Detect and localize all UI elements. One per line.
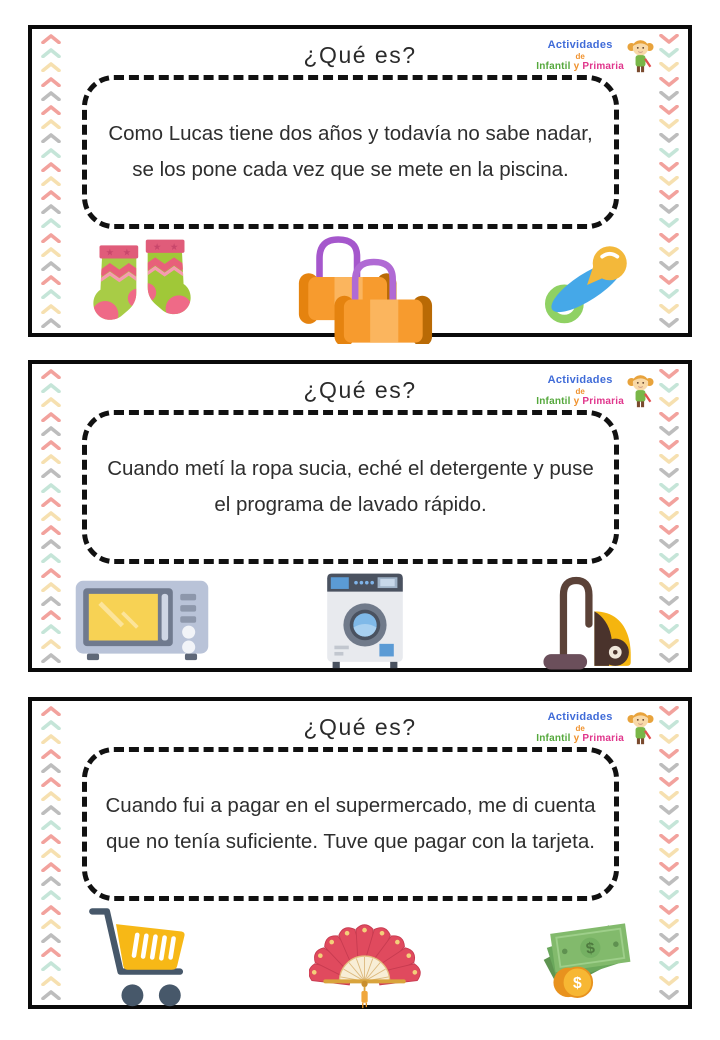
chevron-icon xyxy=(659,553,679,563)
chevron-icon xyxy=(659,369,679,379)
chevron-icon xyxy=(41,48,61,58)
card-title: ¿Qué es? xyxy=(303,377,417,403)
chevron-icon xyxy=(41,763,61,773)
chevron-icon xyxy=(659,218,679,228)
chevron-icon xyxy=(41,304,61,314)
chevron-icon xyxy=(659,162,679,172)
vacuum-cleaner-icon xyxy=(538,567,638,673)
chevron-icon xyxy=(659,734,679,744)
chevron-icon xyxy=(659,876,679,886)
chevron-icon xyxy=(41,820,61,830)
chevron-icon xyxy=(659,204,679,214)
chevron-icon xyxy=(41,275,61,285)
chevron-icon xyxy=(41,791,61,801)
chevron-icon xyxy=(41,905,61,915)
chevron-icon xyxy=(659,890,679,900)
money-icon xyxy=(535,908,641,1006)
riddle-line-2: el programa de lavado rápido. xyxy=(214,493,487,516)
chevron-icon xyxy=(41,162,61,172)
logo-word-infantil: Infantil xyxy=(536,733,571,745)
chevron-icon xyxy=(41,233,61,243)
logo-line3 xyxy=(536,733,624,745)
chevron-icon xyxy=(41,148,61,158)
riddle-text xyxy=(93,788,607,860)
brand-logo xyxy=(536,708,654,748)
chevron-icon xyxy=(659,525,679,535)
chevron-icon xyxy=(659,720,679,730)
chevron-icon xyxy=(41,919,61,929)
chevron-icon xyxy=(41,720,61,730)
chevron-icon xyxy=(41,890,61,900)
brand-logo-text xyxy=(536,39,624,72)
answer-options xyxy=(62,570,668,670)
chevron-icon xyxy=(41,582,61,592)
washing-machine-icon xyxy=(320,568,410,672)
option-washing-machine[interactable] xyxy=(285,568,445,672)
chevron-icon xyxy=(41,624,61,634)
chevron-icon xyxy=(41,468,61,478)
chevron-icon xyxy=(41,777,61,787)
answer-options xyxy=(62,235,668,335)
chevron-icon xyxy=(659,440,679,450)
microwave-icon xyxy=(72,573,212,667)
logo-line3 xyxy=(536,61,624,73)
chevron-icon xyxy=(659,539,679,549)
svg-text:★: ★ xyxy=(105,247,115,259)
chevron-icon xyxy=(659,468,679,478)
chevron-icon xyxy=(41,176,61,186)
logo-word-primaria: Primaria xyxy=(582,61,624,73)
chevron-icon xyxy=(659,412,679,422)
chevron-icon xyxy=(659,848,679,858)
chevron-icon xyxy=(659,383,679,393)
chevron-icon xyxy=(41,454,61,464)
chevron-icon xyxy=(41,511,61,521)
chevron-icon xyxy=(659,426,679,436)
chevron-icon xyxy=(41,383,61,393)
chevron-icon xyxy=(659,749,679,759)
chevron-icon xyxy=(41,539,61,549)
chevron-icon xyxy=(41,497,61,507)
chevron-icon xyxy=(41,440,61,450)
chevron-icon xyxy=(659,483,679,493)
brand-logo-text xyxy=(536,374,624,407)
logo-line3 xyxy=(536,396,624,408)
chevron-icon xyxy=(41,190,61,200)
riddle-line-1: Cuando metí la ropa sucia, eché el detergente y puse xyxy=(107,457,594,481)
chevron-icon xyxy=(659,119,679,129)
logo-word-actividades: Actividades xyxy=(547,39,613,52)
chevron-icon xyxy=(659,105,679,115)
chevron-icon xyxy=(659,77,679,87)
logo-word-de: de xyxy=(575,386,585,396)
riddle-line-2: que no tenía suficiente. Tuve que pagar con la tarjeta. xyxy=(106,830,595,853)
option-hand-fan[interactable] xyxy=(285,901,445,1013)
chevron-icon xyxy=(659,397,679,407)
chevron-icon xyxy=(659,834,679,844)
chevron-icon xyxy=(41,610,61,620)
logo-word-infantil: Infantil xyxy=(536,61,571,73)
logo-word-y: y xyxy=(573,61,580,73)
shopping-cart-icon xyxy=(85,902,199,1012)
chevron-icon xyxy=(41,525,61,535)
brand-logo xyxy=(536,36,654,76)
logo-word-de: de xyxy=(575,723,585,733)
logo-word-primaria: Primaria xyxy=(582,396,624,408)
option-pacifier[interactable] xyxy=(508,237,668,333)
chevron-icon xyxy=(41,862,61,872)
chevron-icon xyxy=(659,511,679,521)
svg-text:★: ★ xyxy=(122,247,132,259)
chevron-icon xyxy=(41,119,61,129)
chevron-border-left xyxy=(40,706,62,1000)
option-armbands[interactable] xyxy=(285,226,445,344)
hand-fan-icon xyxy=(309,901,421,1013)
chevron-icon xyxy=(659,48,679,58)
riddle-box xyxy=(82,75,619,229)
svg-text:$: $ xyxy=(584,939,596,958)
chevron-icon xyxy=(41,369,61,379)
option-vacuum-cleaner[interactable] xyxy=(508,567,668,673)
chevron-icon xyxy=(659,454,679,464)
chevron-icon xyxy=(659,805,679,815)
logo-word-primaria: Primaria xyxy=(582,733,624,745)
chevron-icon xyxy=(41,318,61,328)
chevron-border-left xyxy=(40,34,62,328)
chevron-icon xyxy=(41,834,61,844)
chevron-icon xyxy=(41,91,61,101)
riddle-card-3 xyxy=(28,697,692,1009)
chevron-icon xyxy=(659,497,679,507)
logo-word-de: de xyxy=(575,51,585,61)
card-title: ¿Qué es? xyxy=(303,714,417,740)
chevron-icon xyxy=(41,653,61,663)
chevron-icon xyxy=(659,148,679,158)
chevron-icon xyxy=(41,976,61,986)
svg-text:★: ★ xyxy=(152,242,162,254)
chevron-icon xyxy=(659,777,679,787)
riddle-text xyxy=(96,116,604,188)
chevron-icon xyxy=(41,483,61,493)
riddle-line-1: Cuando fui a pagar en el supermercado, me di cuenta xyxy=(105,794,596,818)
chevron-border-left xyxy=(40,369,62,663)
chevron-icon xyxy=(659,820,679,830)
chevron-icon xyxy=(41,734,61,744)
card-title: ¿Qué es? xyxy=(303,42,417,68)
chevron-icon xyxy=(659,763,679,773)
chevron-icon xyxy=(41,204,61,214)
riddle-line-1: Como Lucas tiene dos años y todavía no sabe nadar, xyxy=(108,122,593,146)
chevron-icon xyxy=(659,133,679,143)
chevron-icon xyxy=(659,706,679,716)
option-shopping-cart[interactable] xyxy=(62,902,222,1012)
option-microwave[interactable] xyxy=(62,573,222,667)
mascot-girl-icon xyxy=(627,36,654,76)
chevron-icon xyxy=(659,862,679,872)
pacifier-icon xyxy=(536,237,640,333)
chevron-icon xyxy=(41,261,61,271)
riddle-text xyxy=(95,451,606,523)
logo-word-y: y xyxy=(573,396,580,408)
brand-logo xyxy=(536,371,654,411)
svg-text:$: $ xyxy=(573,974,582,992)
logo-word-actividades: Actividades xyxy=(547,711,613,724)
chevron-icon xyxy=(41,639,61,649)
logo-word-actividades: Actividades xyxy=(547,374,613,387)
chevron-icon xyxy=(41,397,61,407)
option-socks[interactable] xyxy=(62,234,222,336)
chevron-icon xyxy=(659,190,679,200)
riddle-card-2 xyxy=(28,360,692,672)
chevron-icon xyxy=(41,848,61,858)
logo-word-y: y xyxy=(573,733,580,745)
chevron-icon xyxy=(659,176,679,186)
chevron-icon xyxy=(41,247,61,257)
logo-word-infantil: Infantil xyxy=(536,396,571,408)
chevron-icon xyxy=(41,412,61,422)
chevron-icon xyxy=(41,706,61,716)
chevron-icon xyxy=(41,990,61,1000)
chevron-icon xyxy=(41,933,61,943)
chevron-icon xyxy=(41,553,61,563)
brand-logo-text xyxy=(536,711,624,744)
riddle-line-2: se los pone cada vez que se mete en la piscina. xyxy=(132,158,569,181)
chevron-icon xyxy=(41,289,61,299)
chevron-icon xyxy=(41,105,61,115)
mascot-girl-icon xyxy=(627,371,654,411)
riddle-card-1 xyxy=(28,25,692,337)
chevron-icon xyxy=(41,133,61,143)
svg-text:★: ★ xyxy=(169,242,179,254)
chevron-icon xyxy=(41,876,61,886)
chevron-icon xyxy=(41,426,61,436)
chevron-icon xyxy=(659,791,679,801)
socks-icon xyxy=(85,234,199,336)
option-money[interactable] xyxy=(508,908,668,1006)
chevron-icon xyxy=(659,62,679,72)
chevron-icon xyxy=(41,218,61,228)
chevron-icon xyxy=(41,961,61,971)
answer-options xyxy=(62,907,668,1007)
chevron-icon xyxy=(41,34,61,44)
chevron-icon xyxy=(41,568,61,578)
chevron-icon xyxy=(41,749,61,759)
chevron-icon xyxy=(41,947,61,957)
chevron-icon xyxy=(659,91,679,101)
chevron-icon xyxy=(659,34,679,44)
chevron-icon xyxy=(41,62,61,72)
chevron-icon xyxy=(41,77,61,87)
chevron-icon xyxy=(41,805,61,815)
riddle-box xyxy=(82,410,619,564)
mascot-girl-icon xyxy=(627,708,654,748)
armbands-icon xyxy=(297,226,433,344)
chevron-icon xyxy=(41,596,61,606)
riddle-box xyxy=(82,747,619,901)
